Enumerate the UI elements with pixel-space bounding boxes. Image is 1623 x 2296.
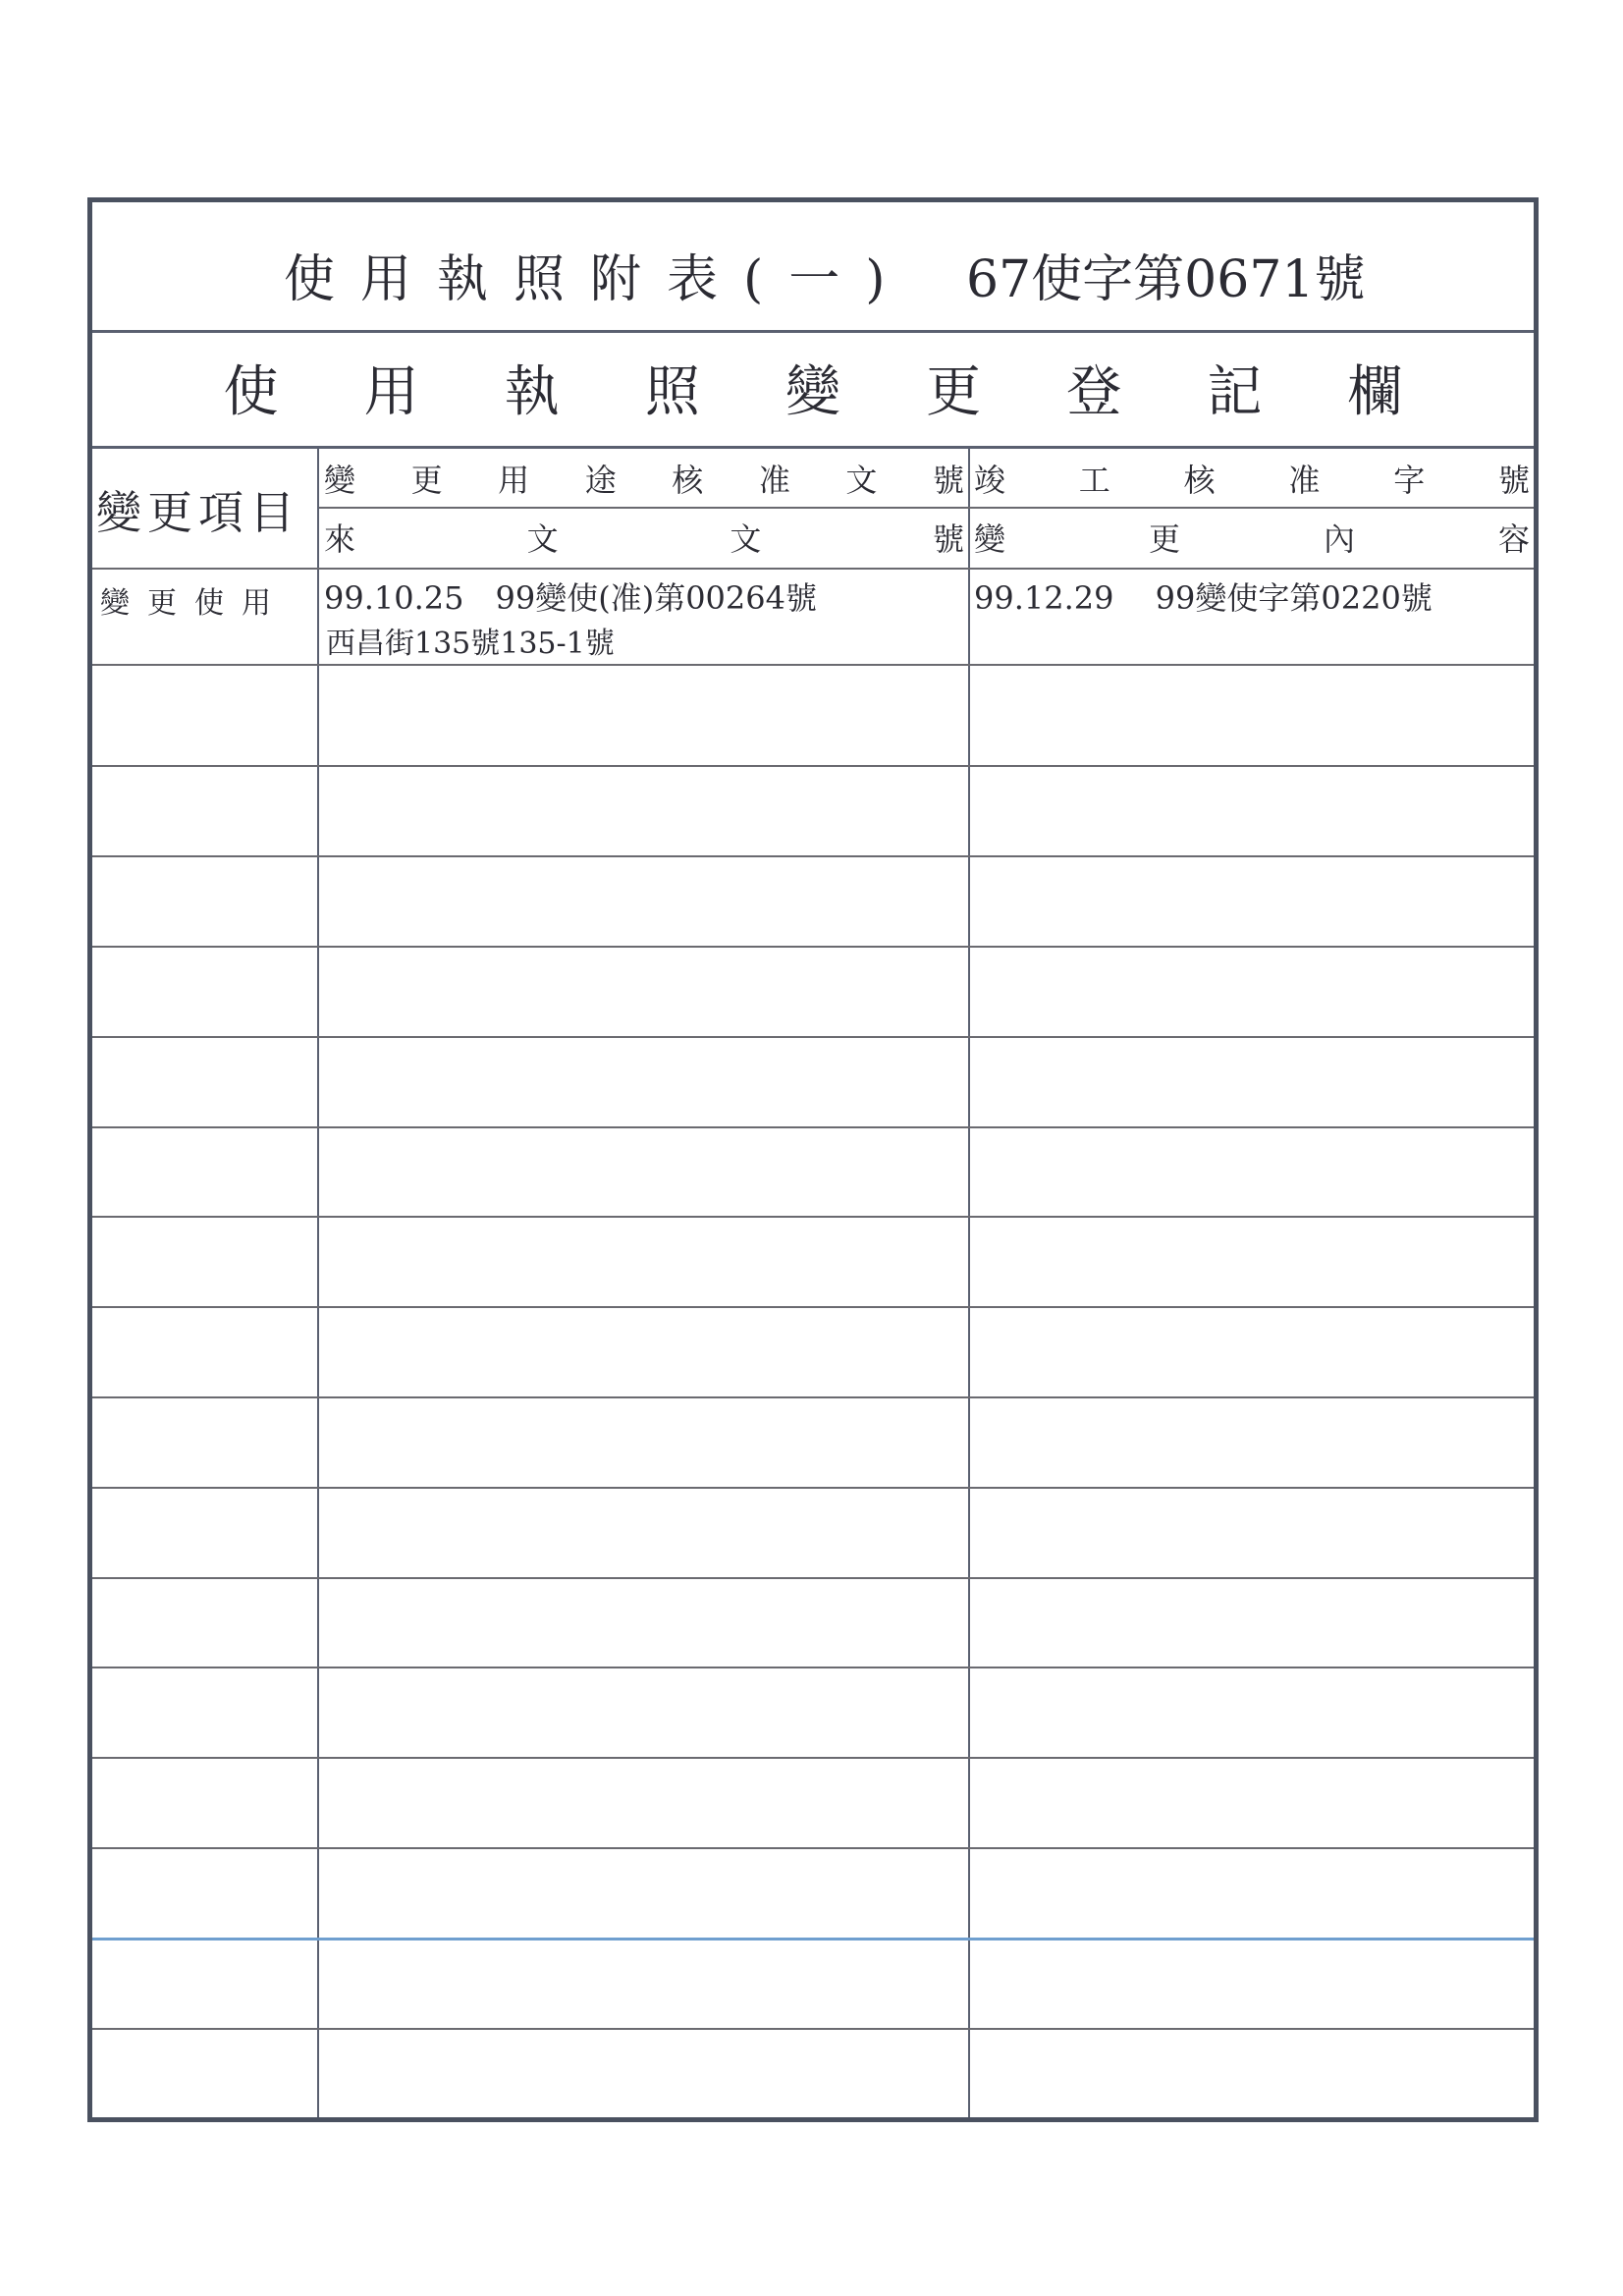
- row-divider: [92, 1036, 1534, 1038]
- row-divider: [92, 1487, 1534, 1489]
- row-divider: [92, 855, 1534, 857]
- header-char: 竣: [974, 462, 1006, 499]
- header-char: 工: [1078, 462, 1110, 499]
- banner-char: 變: [784, 360, 840, 424]
- row-divider: [92, 1938, 1534, 1941]
- header-char: 號: [932, 520, 964, 558]
- header-char: 字: [1393, 462, 1426, 499]
- entry-approval: 99.10.25 99變使(准)第00264號: [324, 579, 817, 617]
- header-char: 用: [498, 462, 530, 499]
- banner-char: 記: [1207, 360, 1263, 424]
- banner-char: 照: [644, 360, 700, 424]
- entry-completion: 99.12.29 99變使字第0220號: [974, 579, 1433, 617]
- row-divider: [92, 765, 1534, 767]
- title-row: [92, 202, 1534, 333]
- header-char: 變: [974, 520, 1006, 558]
- license-form-frame: [87, 197, 1539, 2122]
- header-sub-divider: [319, 507, 1534, 509]
- change-content-header: [974, 515, 1530, 560]
- header-char: 容: [1497, 520, 1530, 558]
- banner-char: 登: [1066, 360, 1122, 424]
- approval-no-header: [324, 456, 964, 501]
- header-char: 文: [845, 462, 878, 499]
- completion-no-header: [974, 456, 1530, 501]
- entry-address: 西昌街135號135-1號: [326, 627, 615, 661]
- header-char: 文: [526, 520, 559, 558]
- register-table: [92, 446, 1534, 2117]
- header-char: 准: [758, 462, 790, 499]
- row-divider: [92, 664, 1534, 666]
- row-divider: [92, 1306, 1534, 1308]
- header-char: 更: [1148, 520, 1180, 558]
- header-char: 來: [324, 520, 356, 558]
- entry-item: 變更使用: [100, 586, 289, 621]
- section-banner: [92, 330, 1534, 449]
- incoming-no-header: [324, 515, 964, 560]
- header-char: 號: [1497, 462, 1530, 499]
- header-char: 內: [1323, 520, 1355, 558]
- row-divider: [92, 1577, 1534, 1579]
- row-divider: [92, 1126, 1534, 1128]
- license-number: 67使字第0671號: [966, 250, 1366, 309]
- row-divider: [92, 1667, 1534, 1668]
- row-divider: [92, 946, 1534, 948]
- header-divider: [92, 568, 1534, 570]
- row-divider: [92, 1757, 1534, 1759]
- form-title: 使用執照附表(一): [284, 250, 911, 309]
- column-divider: [317, 446, 319, 2117]
- header-char: 核: [672, 462, 704, 499]
- header-char: 核: [1183, 462, 1216, 499]
- banner-char: 欄: [1347, 360, 1403, 424]
- banner-char: 執: [504, 360, 560, 424]
- header-char: 號: [932, 462, 964, 499]
- header-char: 變: [324, 462, 356, 499]
- row-divider: [92, 1396, 1534, 1398]
- banner-text: [92, 330, 1534, 446]
- header-char: 更: [410, 462, 443, 499]
- row-divider: [92, 1216, 1534, 1218]
- row-divider: [92, 1847, 1534, 1849]
- banner-char: 用: [363, 360, 419, 424]
- change-item-header: 變更項目: [96, 486, 300, 539]
- column-divider: [968, 446, 970, 2117]
- row-divider: [92, 2028, 1534, 2030]
- banner-char: 更: [926, 360, 982, 424]
- header-char: 准: [1288, 462, 1321, 499]
- banner-char: 使: [223, 360, 279, 424]
- header-char: 途: [584, 462, 617, 499]
- header-char: 文: [730, 520, 762, 558]
